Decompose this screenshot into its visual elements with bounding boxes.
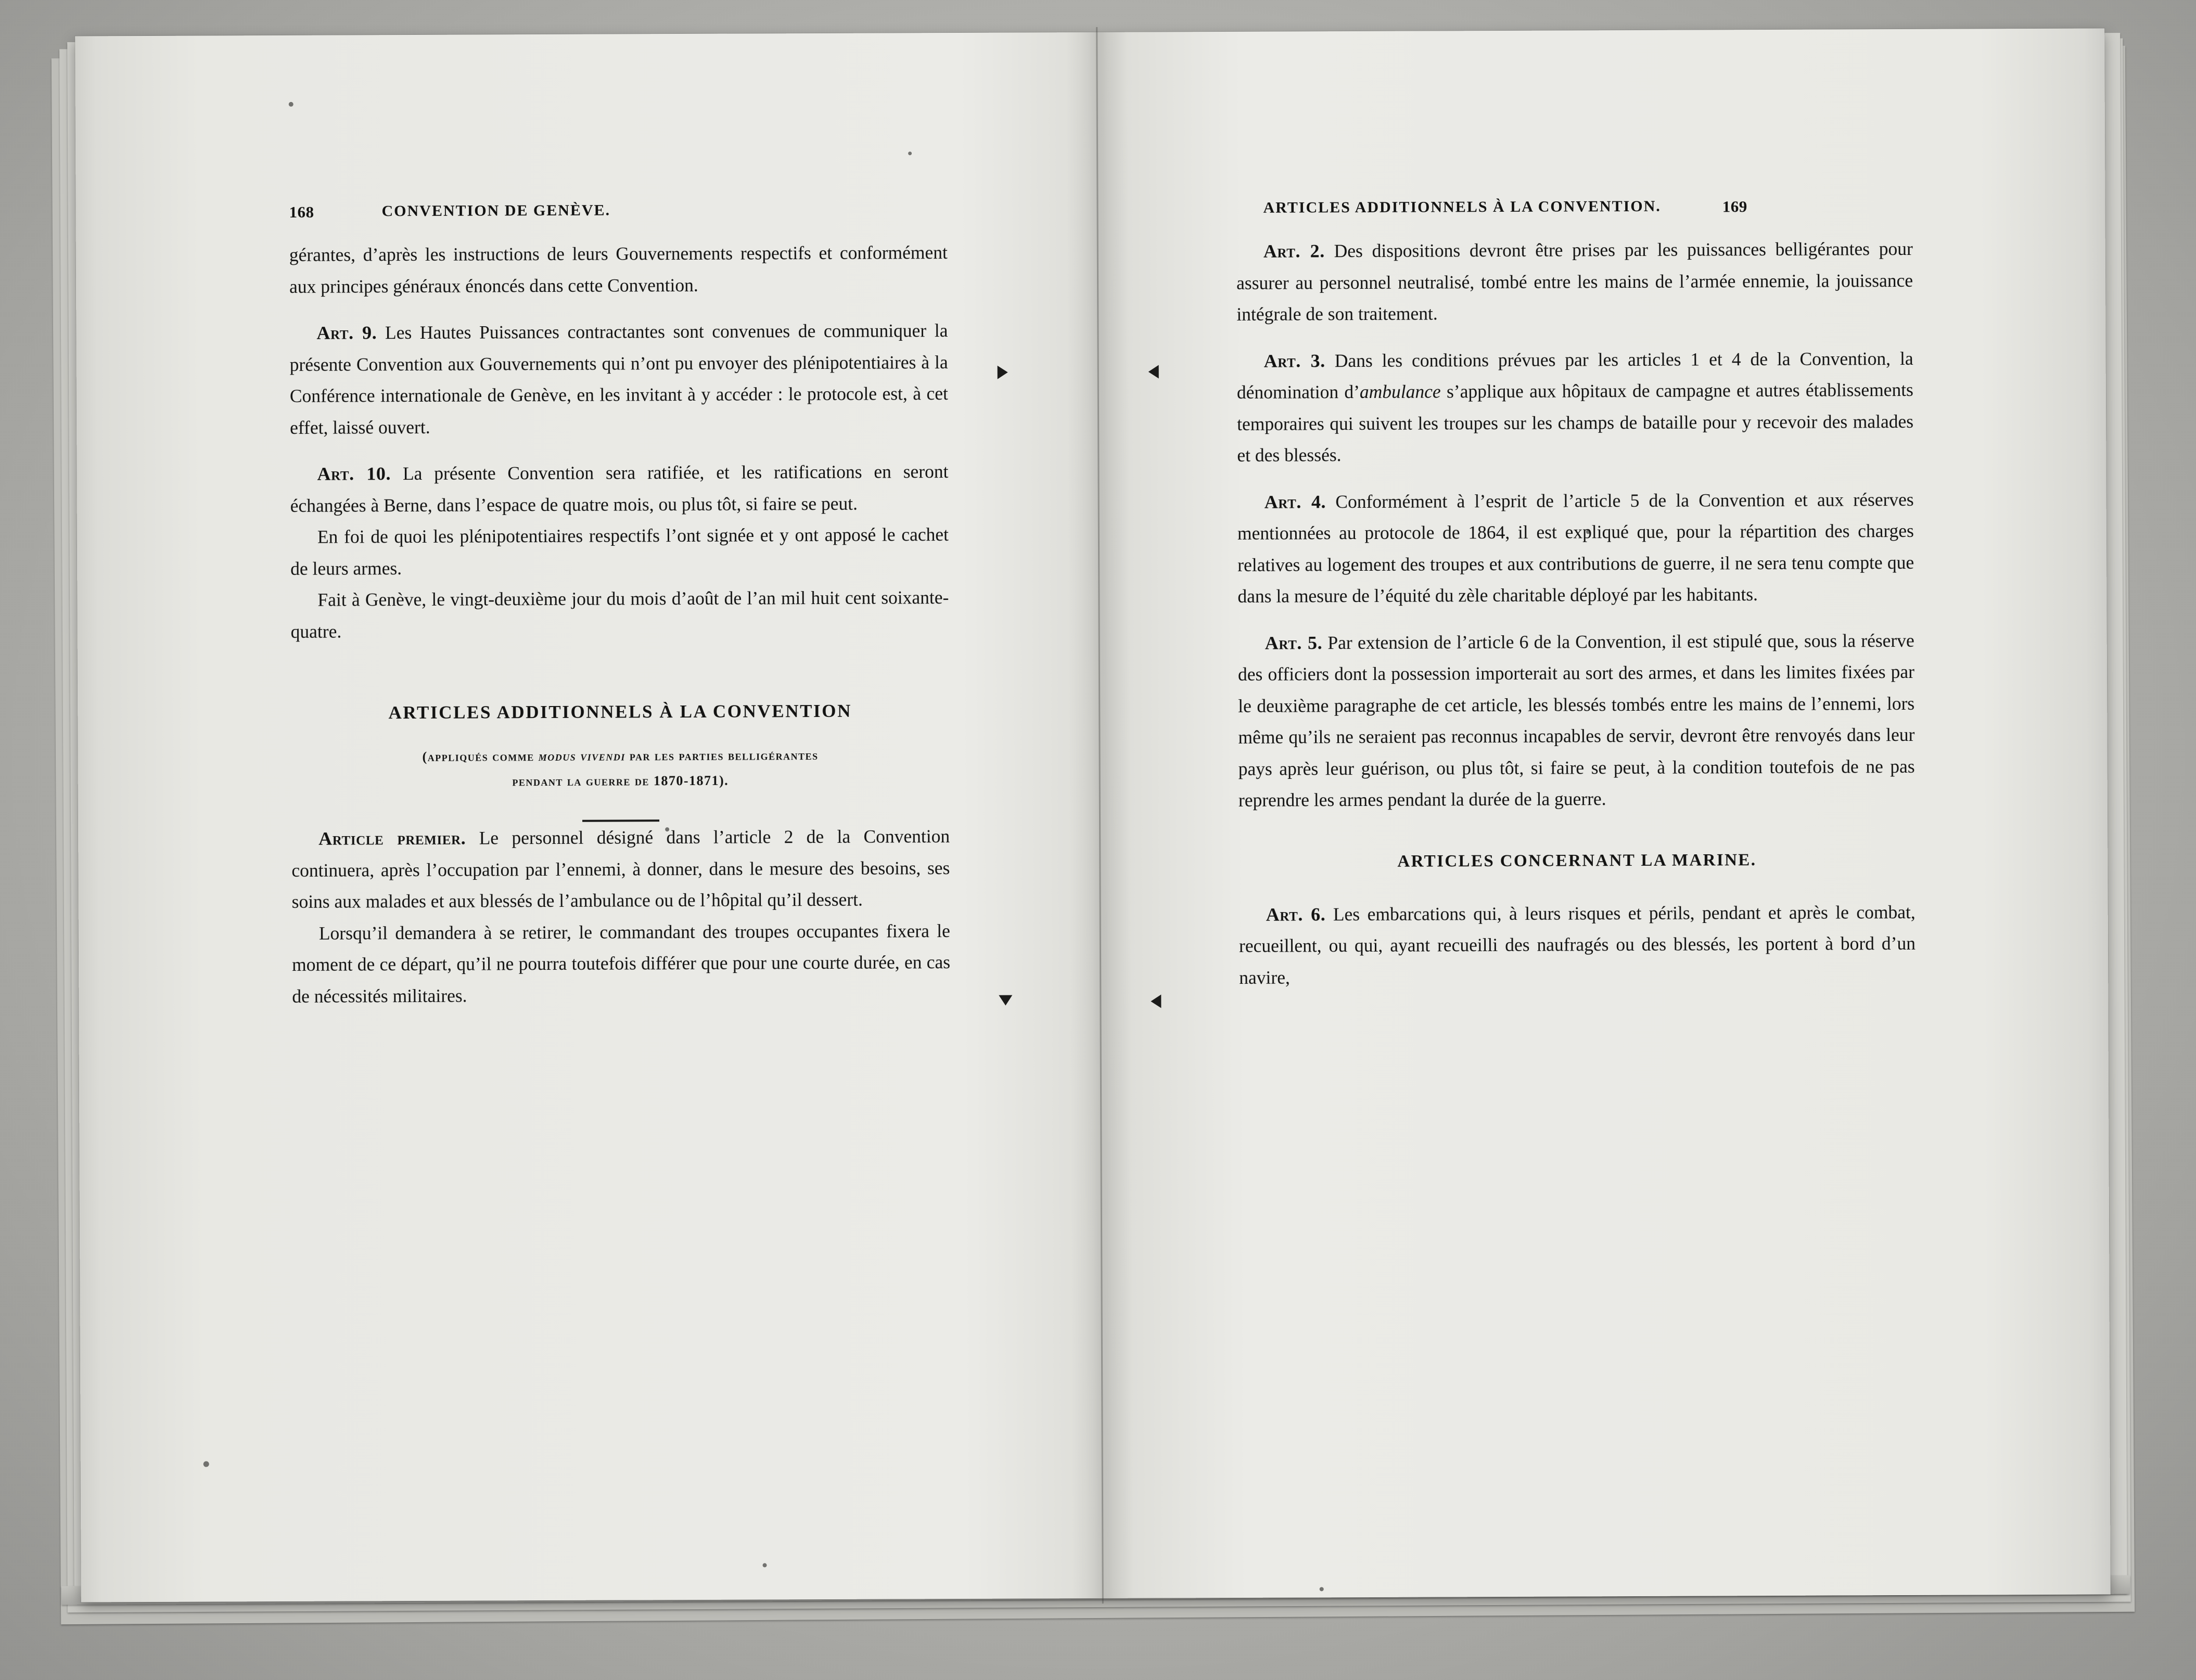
left-folio-number: 168 <box>289 202 314 221</box>
article-text-9: Les Hautes Puissances contractantes sont convenues de communiquer la présente Convention aux Gouvernements qui n’ont pu envoyer des plénipotentiaires à la Conférence internationale de Genève, en les invitant à y accéder : le protocole est, à cet effet, laissé ouvert. <box>289 320 948 438</box>
registration-mark-left-top <box>1148 365 1159 379</box>
article-text-3-after: s’applique aux hôpitaux de campagne et autres établissements temporaires qui suivent les troupes sur les champs de bataille pour y recevoir des malades et des blessés. <box>1237 379 1914 466</box>
paragraph-lorsquil-text: Lorsqu’il demandera à se retirer, le commandant des troupes occupantes fixera le moment de ce départ, qu’il ne pourra toutefois différer que pour une courte durée, en cas de nécessités militaires. <box>292 920 951 1007</box>
registration-mark-down-bottom <box>999 995 1012 1006</box>
scan-speck <box>1320 1587 1324 1591</box>
article-text-10: La présente Convention sera ratifiée, et les ratifications en seront échangées à Berne, dans l’espace de quatre mois, ou plus tôt, si faire se peut. <box>290 461 949 516</box>
registration-mark-right-top <box>998 366 1008 379</box>
section-subtitle-line2: pendant la guerre de 1870-1871). <box>512 773 729 789</box>
section-subtitle-italic: modus vivendi <box>538 748 625 764</box>
article-text-3-before: Dans les conditions prévues par les articles 1 et 4 de la Convention, la dénomination d’ <box>1236 348 1913 403</box>
registration-mark-left-bottom <box>1151 994 1161 1008</box>
scan-speck <box>203 1461 209 1467</box>
paragraph-continued-text: gérantes, d’après les instructions de leurs Gouvernements respectifs et conformément aux principes généraux énoncés dans cette Convention. <box>289 242 948 297</box>
paragraph-art-4 <box>1237 483 1914 612</box>
paragraph-en-foi-text: En foi de quoi les plénipotentiaires respectifs l’ont signée et y ont apposé le cachet de leurs armes. <box>290 524 949 579</box>
article-text-3-italic: ambulance <box>1359 381 1441 403</box>
right-folio-number: 169 <box>1722 197 1747 216</box>
section-subtitle <box>291 742 949 795</box>
paragraph-art-3 <box>1237 342 1914 471</box>
article-text-2: Des dispositions devront être prises par les puissances belligérantes pour assurer au personnel neutralisé, tombé entre les mains de l’armée ennemie, la jouissance intégrale de son traitement. <box>1236 238 1913 325</box>
scan-speck <box>289 102 293 107</box>
left-running-header <box>289 200 947 221</box>
article-label-9: Art. 9. <box>316 322 377 343</box>
paragraph-fait-a-geneve-text: Fait à Genève, le vingt-deuxième jour du mois d’août de l’an mil huit cent soixante-quatre. <box>290 587 949 642</box>
right-running-header <box>1236 197 1939 217</box>
section-subtitle-part2: par les parties belligérantes <box>625 748 819 764</box>
article-text-premier: Le personnel désigné dans l’article 2 de la Convention continuera, après l’occupation par l’ennemi, à donner, dans le mesure des besoins, ses soins aux malades et aux blessés de l’ambulance ou de l’hôpital qu’il dessert. <box>291 826 950 912</box>
article-label-10: Art. 10. <box>317 463 391 484</box>
right-running-head-title: ARTICLES ADDITIONNELS À LA CONVENTION. <box>1263 197 1661 216</box>
article-label-5: Art. 5. <box>1265 632 1323 653</box>
paragraph-art-9 <box>289 315 948 443</box>
article-label-premier: Article premier. <box>318 827 466 849</box>
paragraph-lorsquil <box>292 915 951 1012</box>
article-label-2: Art. 2. <box>1263 240 1325 262</box>
scan-speck <box>763 1563 767 1567</box>
paragraph-art-6 <box>1239 896 1916 993</box>
paragraph-fait-a-geneve <box>290 582 949 647</box>
paragraph-art-5 <box>1238 624 1915 816</box>
section-subtitle-part1: (appliqués comme <box>422 749 539 764</box>
scan-speck <box>908 151 912 155</box>
paragraph-continued <box>289 237 948 302</box>
article-label-4: Art. 4. <box>1264 491 1326 512</box>
paragraph-en-foi <box>290 519 949 584</box>
article-label-3: Art. 3. <box>1263 350 1325 371</box>
article-text-5: Par extension de l’article 6 de la Convention, il est stipulé que, sous la réserve des officiers dont la possession importerait au sort des armes, et dans les limites fixées par le deuxième paragraphe de cet article, les blessés tombés entre les mains de l’ennemi, lors même qu’ils ne seraient pas reconnus incapables de servir, devront être renvoyés dans leur pays après leur guérison, ou plus tôt, si faire se peut, à la condition toutefois de ne pas reprendre les armes pendant la durée de la guerre. <box>1237 630 1915 811</box>
paragraph-art-10 <box>290 456 948 521</box>
article-text-6: Les embarcations qui, à leurs risques et périls, pendant et après le combat, recueillent, ou qui, ayant recueilli des naufragés ou des blessés, les portent à bord d’un navire, <box>1239 901 1916 988</box>
left-page-body <box>289 237 951 1012</box>
book-spread <box>75 29 2111 1602</box>
right-page-body <box>1236 233 1916 993</box>
left-running-head-title: CONVENTION DE GENÈVE. <box>381 201 611 220</box>
section-title-articles-additionnels: ARTICLES ADDITIONNELS À LA CONVENTION <box>388 700 852 723</box>
article-label-6: Art. 6. <box>1266 903 1326 925</box>
section-title-articles-marine: ARTICLES CONCERNANT LA MARINE. <box>1397 850 1757 871</box>
paragraph-article-premier <box>291 820 950 917</box>
paragraph-art-2 <box>1236 233 1913 330</box>
article-text-4: Conformément à l’esprit de l’article 5 de la Convention et aux réserves mentionnées au protocole de 1864, il est expliqué que, pour la répartition des charges relatives au logement des troupes et aux contributions de guerre, il ne sera tenu compte que dans la mesure de l’équité du zèle charitable déployé par les habitants. <box>1237 489 1914 607</box>
